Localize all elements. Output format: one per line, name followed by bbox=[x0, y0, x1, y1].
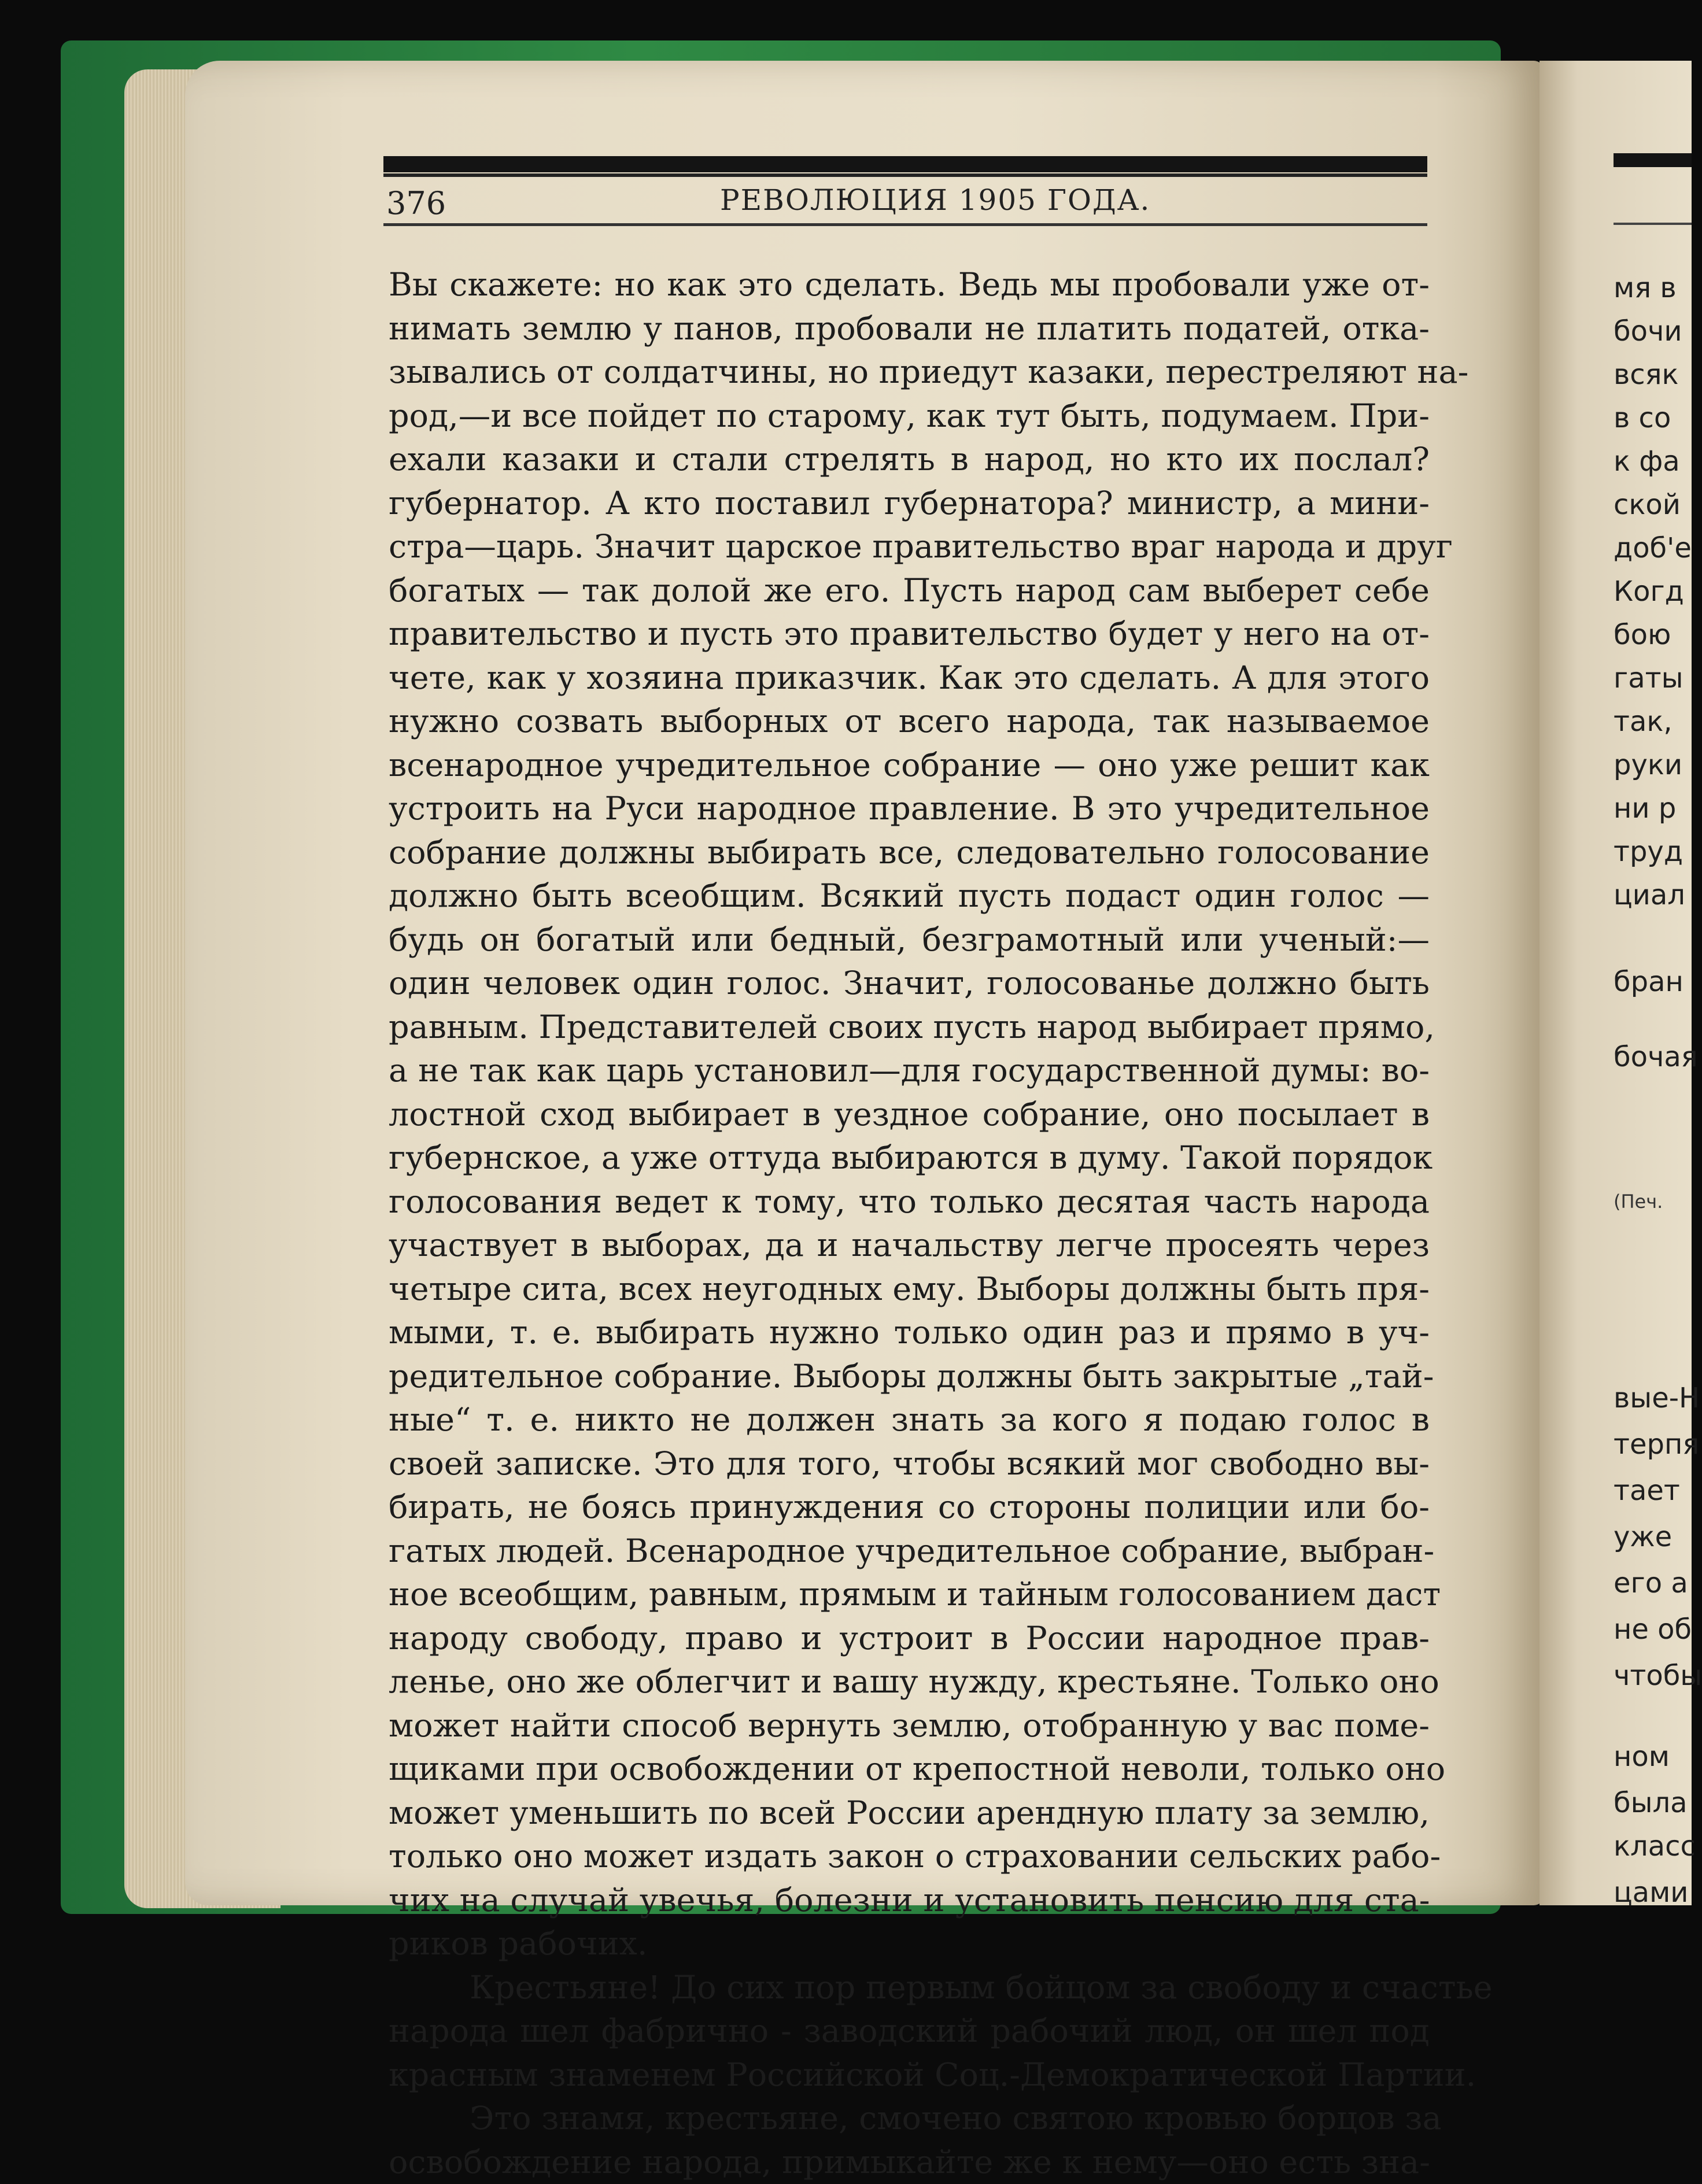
text-line: должно быть всеобщим. Всякий пусть подаст один голос — bbox=[389, 874, 1430, 918]
text-line: всенародное учредительное собрание — оно уже решит как bbox=[389, 744, 1430, 788]
text-line: чих на случай увечья, болезни и установить пенсию для ста- bbox=[389, 1879, 1430, 1923]
text-line: род,—и все пойдет по старому, как тут быть, подумаем. При- bbox=[389, 394, 1430, 438]
right-page-fragment: (Печ. bbox=[1614, 1185, 1663, 1218]
text-line: голосования ведет к тому, что только десятая часть народа bbox=[389, 1180, 1430, 1224]
text-line: ехали казаки и стали стрелять в народ, но кто их послал? bbox=[389, 438, 1430, 482]
right-page-fragment: его а bbox=[1614, 1567, 1688, 1599]
text-line: может уменьшить по всей России арендную плату за землю, bbox=[389, 1791, 1430, 1835]
right-page-fragment: ном bbox=[1614, 1740, 1670, 1773]
body-text bbox=[389, 263, 1430, 2184]
right-page-fragment: бочая bbox=[1614, 1041, 1698, 1073]
right-page-fragment: Когд bbox=[1614, 575, 1684, 608]
text-line: нужно созвать выборных от всего народа, так называемое bbox=[389, 700, 1430, 744]
right-page-fragment: ской bbox=[1614, 489, 1681, 521]
text-line: Вы скажете: но как это сделать. Ведь мы пробовали уже от- bbox=[389, 263, 1430, 307]
text-line: редительное собрание. Выборы должны быть закрытые „тай- bbox=[389, 1355, 1430, 1399]
right-page-fragment: бочи bbox=[1614, 315, 1682, 348]
text-line: равным. Представителей своих пусть народ выбирает прямо, bbox=[389, 1006, 1430, 1049]
text-line: ное всеобщим, равным, прямым и тайным голосованием даст bbox=[389, 1573, 1430, 1617]
text-line: ные“ т. е. никто не должен знать за кого я подаю голос в bbox=[389, 1398, 1430, 1442]
right-page-fragment: вые-Н bbox=[1614, 1382, 1700, 1414]
text-line: щиками при освобождении от крепостной неволи, только оно bbox=[389, 1747, 1430, 1791]
text-line: красным знаменем Российской Соц.-Демократической Партии. bbox=[389, 2053, 1430, 2097]
text-line: нимать землю у панов, пробовали не платить податей, отка- bbox=[389, 307, 1430, 351]
text-line: губернское, а уже оттуда выбираются в думу. Такой порядок bbox=[389, 1136, 1430, 1180]
right-page-fragment: всяк bbox=[1614, 359, 1679, 391]
right-page-fragment: мя в bbox=[1614, 272, 1677, 304]
text-line: правительство и пусть это правительство будет у него на от- bbox=[389, 612, 1430, 656]
page-number: 376 bbox=[386, 186, 446, 221]
right-page-fragment: была bbox=[1614, 1787, 1688, 1819]
header-rule-thin bbox=[383, 173, 1427, 177]
right-page-header-rule bbox=[1614, 153, 1692, 167]
header-rule-bottom bbox=[383, 223, 1427, 226]
right-page-fragment: труд bbox=[1614, 836, 1683, 868]
text-line: богатых — так долой же его. Пусть народ сам выберет себе bbox=[389, 569, 1430, 613]
text-line: народу свободу, право и устроит в России народное прав- bbox=[389, 1617, 1430, 1661]
right-page-fragment: терпя bbox=[1614, 1428, 1699, 1461]
right-page-fragment: в со bbox=[1614, 402, 1671, 434]
right-page-fragment: к фа bbox=[1614, 445, 1680, 478]
right-page-fragment: цами bbox=[1614, 1876, 1689, 1909]
right-page-fragment: бою bbox=[1614, 619, 1671, 651]
text-line: собрание должны выбирать все, следовательно голосование bbox=[389, 831, 1430, 875]
right-page-fragment: не об bbox=[1614, 1613, 1692, 1646]
text-line: один человек один голос. Значит, голосованье должно быть bbox=[389, 962, 1430, 1006]
text-line: только оно может издать закон о страховании сельских рабо- bbox=[389, 1835, 1430, 1879]
text-line: гатых людей. Всенародное учредительное собрание, выбран- bbox=[389, 1529, 1430, 1573]
right-page-fragment: гаты bbox=[1614, 662, 1683, 694]
header-rule bbox=[383, 156, 1427, 172]
text-line: лостной сход выбирает в уездное собрание, оно посылает в bbox=[389, 1093, 1430, 1137]
text-line: чете, как у хозяина приказчик. Как это сделать. А для этого bbox=[389, 656, 1430, 700]
text-line: своей записке. Это для того, чтобы всякий мог свободно вы- bbox=[389, 1442, 1430, 1486]
text-line: риков рабочих. bbox=[389, 1922, 1430, 1966]
text-line: ленье, оно же облегчит и вашу нужду, крестьяне. Только оно bbox=[389, 1660, 1430, 1704]
text-line: четыре сита, всех неугодных ему. Выборы должны быть пря- bbox=[389, 1267, 1430, 1311]
text-line: Это знамя, крестьяне, смочено святою кровью борцов за bbox=[389, 2097, 1430, 2141]
right-page-header-rule-thin bbox=[1614, 223, 1692, 225]
running-head: РЕВОЛЮЦИЯ 1905 ГОДА. bbox=[720, 183, 1150, 217]
text-line: может найти способ вернуть землю, отобранную у вас поме- bbox=[389, 1704, 1430, 1748]
text-line: участвует в выборах, да и начальству легче просеять через bbox=[389, 1224, 1430, 1267]
right-page-fragment: чтобы bbox=[1614, 1660, 1702, 1692]
right-page-fragment: доб'е bbox=[1614, 532, 1692, 564]
right-page-fragment: тает bbox=[1614, 1475, 1680, 1507]
text-line: а не так как царь установил—для государственной думы: во- bbox=[389, 1049, 1430, 1093]
text-line: народа шел фабрично - заводский рабочий люд, он шел под bbox=[389, 2009, 1430, 2053]
right-page-fragment: ни р bbox=[1614, 792, 1676, 825]
text-line: устроить на Руси народное правление. В это учредительное bbox=[389, 787, 1430, 831]
right-page-fragment: класс bbox=[1614, 1830, 1696, 1863]
text-line: мыми, т. е. выбирать нужно только один раз и прямо в уч- bbox=[389, 1311, 1430, 1355]
text-line: стра—царь. Значит царское правительство враг народа и друг bbox=[389, 525, 1430, 569]
right-page-fragment: уже bbox=[1614, 1521, 1672, 1553]
right-page-fragment: бран bbox=[1614, 966, 1683, 998]
right-page-fragment: так, bbox=[1614, 705, 1673, 738]
right-page-fragment: руки bbox=[1614, 749, 1682, 781]
text-line: будь он богатый или бедный, безграмотный или ученый:— bbox=[389, 918, 1430, 962]
text-line: бирать, не боясь принуждения со стороны полиции или бо- bbox=[389, 1485, 1430, 1529]
text-line: освобождение народа, примыкайте же к нему—оно есть зна- bbox=[389, 2141, 1430, 2184]
text-line: губернатор. А кто поставил губернатора? министр, а мини- bbox=[389, 482, 1430, 526]
text-line: Крестьяне! До сих пор первым бойцом за свободу и счастье bbox=[389, 1966, 1430, 2010]
right-page-fragment: циал bbox=[1614, 879, 1685, 911]
text-line: зывались от солдатчины, но приедут казаки, перестреляют на- bbox=[389, 350, 1430, 394]
